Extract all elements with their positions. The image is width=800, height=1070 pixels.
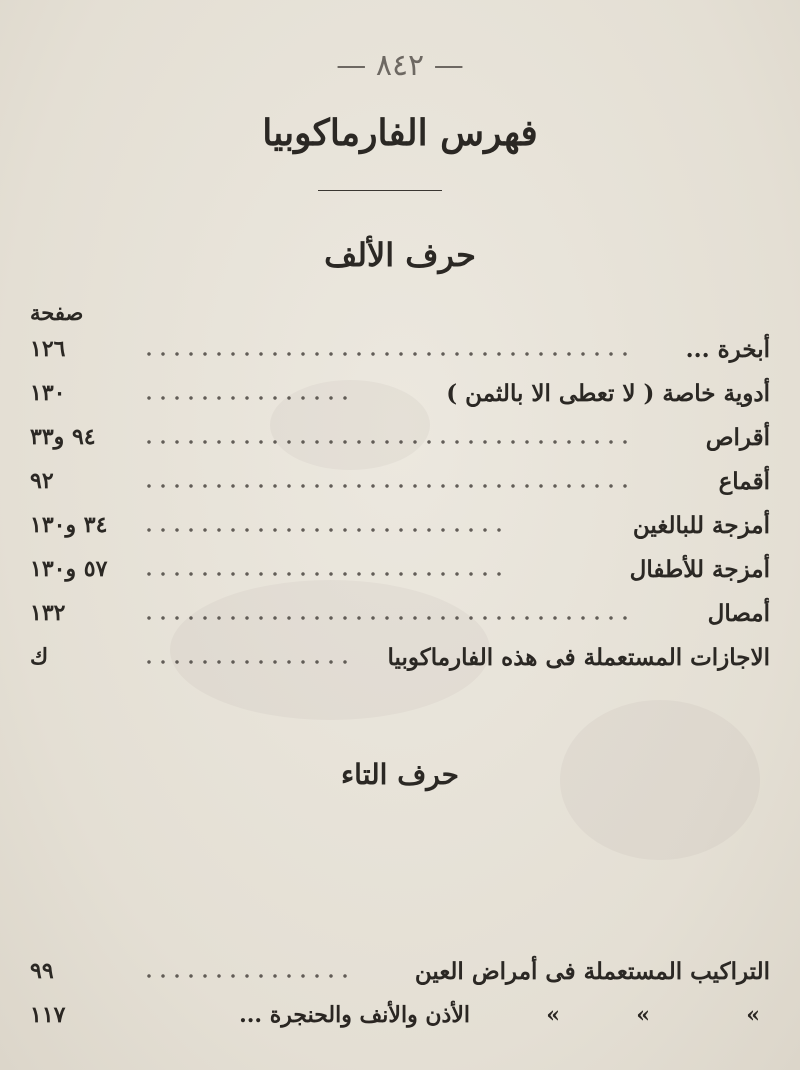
index-entry (30, 468, 770, 504)
entry-name: أقماع (718, 468, 770, 495)
section-heading-alef: حرف الألف (324, 236, 476, 274)
index-entry (30, 556, 770, 592)
entry-page: ك (30, 644, 49, 670)
leader-dots (142, 350, 630, 358)
title-divider (318, 190, 442, 191)
index-entry (30, 958, 770, 994)
index-entry (30, 644, 770, 680)
index-entry (30, 424, 770, 460)
leader-dots (142, 614, 630, 622)
entry-name: أمصال (707, 600, 770, 627)
ditto-mark: » (746, 1002, 760, 1028)
index-entry (30, 512, 770, 548)
entry-page: ٣٤ و١٣٠ (30, 512, 108, 538)
index-entry (30, 600, 770, 636)
entry-name: أقراص (705, 424, 770, 451)
ditto-mark: » (636, 1002, 650, 1028)
leader-dots (142, 438, 630, 446)
leader-dots (142, 394, 350, 402)
entry-page: ١٢٦ (30, 336, 66, 362)
page-title: فهرس الفارماكوبيا (262, 112, 538, 154)
entry-page: ٩٩ (30, 958, 54, 984)
entry-page: ٩٤ و٣٣ (30, 424, 96, 450)
page-number: — ٨٤٢ — (336, 48, 464, 83)
entry-name: أدوية خاصة ( لا تعطى الا بالثمن ) (446, 380, 770, 407)
index-entry-ditto (30, 1002, 770, 1038)
entry-name: أمزجة للبالغين (632, 512, 770, 539)
leader-dots (142, 482, 630, 490)
entry-name: أبخرة ... (685, 336, 770, 363)
leader-dots (142, 526, 510, 534)
section-heading-ta: حرف التاء (341, 758, 459, 791)
entry-page: ٩٢ (30, 468, 54, 494)
entry-page: ١٣٢ (30, 600, 66, 626)
entry-page: ٥٧ و١٣٠ (30, 556, 108, 582)
index-entry (30, 380, 770, 416)
entry-name: الاجازات المستعملة فى هذه الفارماكوبيا (387, 644, 770, 671)
leader-dots (142, 570, 510, 578)
entry-name: الأذن والأنف والحنجرة ... (239, 1002, 470, 1028)
entry-page: ١٣٠ (30, 380, 66, 406)
entry-name: أمزجة للأطفال (629, 556, 770, 583)
ditto-mark: » (546, 1002, 560, 1028)
entry-page: ١١٧ (30, 1002, 66, 1028)
leader-dots (142, 972, 350, 980)
leader-dots (142, 658, 350, 666)
index-entry (30, 336, 770, 372)
page-column-label: صفحة (30, 300, 84, 325)
entry-name: التراكيب المستعملة فى أمراض العين (414, 958, 770, 985)
